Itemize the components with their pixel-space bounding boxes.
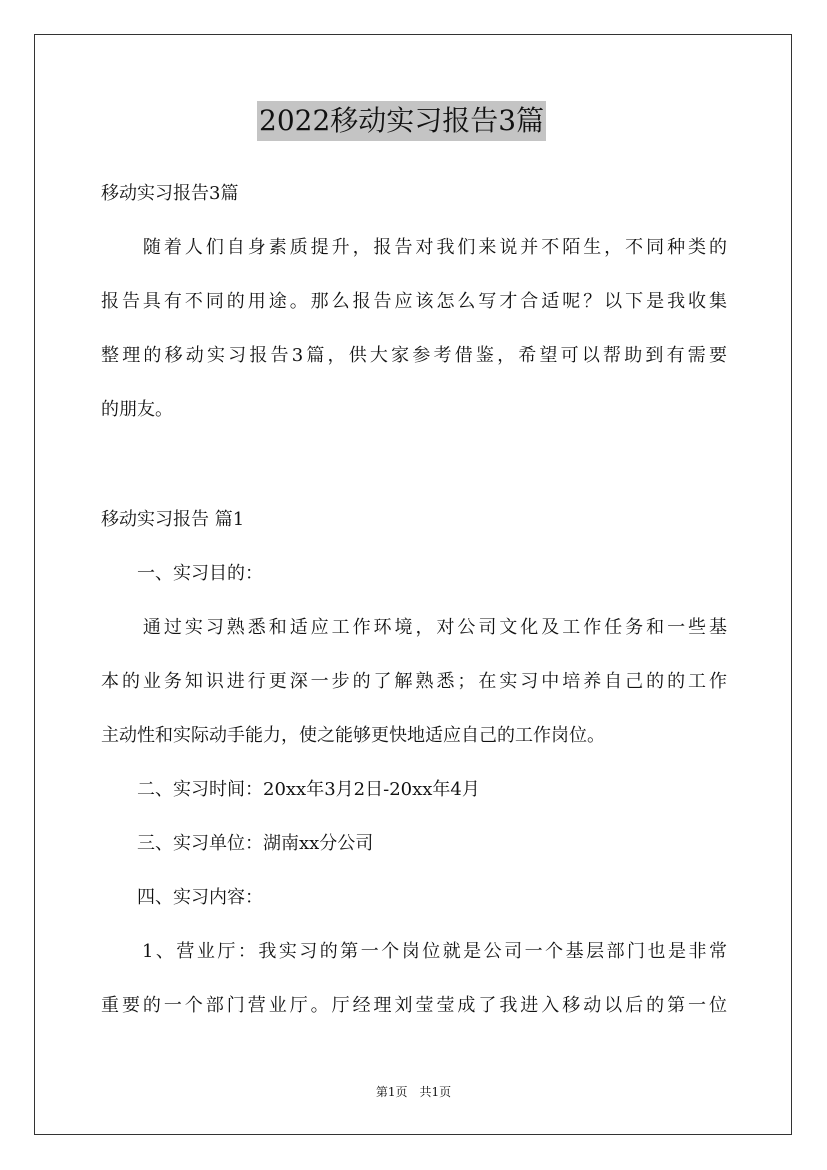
intro-line-3: 整理的移动实习报告3篇，供大家参考借鉴，希望可以帮助到有需要 bbox=[101, 345, 727, 366]
section-heading: 移动实习报告 篇1 bbox=[101, 509, 245, 530]
document-subtitle: 移动实习报告3篇 bbox=[101, 183, 239, 204]
intro-line-2: 报告具有不同的用途。那么报告应该怎么写才合适呢？以下是我收集 bbox=[101, 291, 727, 312]
intro-line-4: 的朋友。 bbox=[101, 399, 173, 420]
body-line-2: 通过实习熟悉和适应工作环境，对公司文化及工作任务和一些基 bbox=[101, 617, 727, 638]
body-line-3: 本的业务知识进行更深一步的了解熟悉；在实习中培养自己的的工作 bbox=[101, 671, 727, 692]
document-title: 2022移动实习报告3篇 bbox=[257, 101, 546, 141]
body-line-5: 二、实习时间：20xx年3月2日-20xx年4月 bbox=[101, 779, 480, 800]
body-line-6: 三、实习单位：湖南xx分公司 bbox=[101, 833, 374, 854]
body-line-8: 1、营业厅：我实习的第一个岗位就是公司一个基层部门也是非常 bbox=[101, 941, 727, 962]
page-number-footer: 第1页 共1页 bbox=[375, 1085, 452, 1099]
intro-line-1: 随着人们自身素质提升，报告对我们来说并不陌生，不同种类的 bbox=[101, 237, 727, 258]
body-line-1: 一、实习目的： bbox=[101, 563, 263, 584]
body-line-7: 四、实习内容： bbox=[101, 887, 263, 908]
body-line-9: 重要的一个部门营业厅。厅经理刘莹莹成了我进入移动以后的第一位 bbox=[101, 995, 727, 1016]
body-line-4: 主动性和实际动手能力，使之能够更快地适应自己的工作岗位。 bbox=[101, 725, 605, 746]
